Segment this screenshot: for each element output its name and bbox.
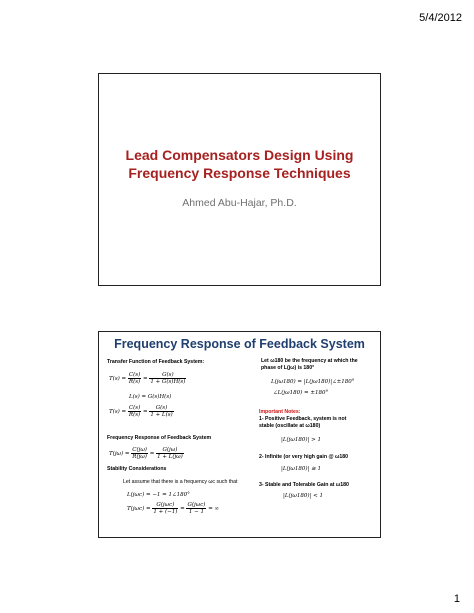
eq6-lhs: T(jωc) = <box>127 506 151 512</box>
eq3-frac1-num: C(s) <box>128 405 141 411</box>
slide2-title: Frequency Response of Feedback System <box>114 337 365 351</box>
note1-line1: 1- Positive Feedback, system is not <box>259 416 347 422</box>
eq1-equals: = <box>142 376 148 382</box>
eq6-fraction2 <box>186 502 206 515</box>
eq3-fraction2 <box>149 405 173 418</box>
eq4-fraction2 <box>156 447 184 460</box>
freq-response-heading: Frequency Response of Feedback System <box>107 435 212 441</box>
eq6-rhs: = ∞ <box>208 506 220 512</box>
eq1-fraction1 <box>128 372 141 385</box>
let-omega-line2: phase of L(jω) is 180° <box>261 365 315 371</box>
eq3-fraction1 <box>128 405 141 418</box>
equation-angle-180: ∠L(jω180) = ±180° <box>273 390 329 396</box>
eq6-frac2-num: G(jωc) <box>187 502 206 508</box>
eq3-frac2-num: G(s) <box>149 405 173 412</box>
eq6-frac1-den: 1 + (−1) <box>153 509 178 515</box>
note2: 2- Infinite (or very high gain @ ω180 <box>259 454 348 460</box>
slide1-title-line1: Lead Compensators Design Using <box>125 147 354 163</box>
eq3-lhs: T(s) = <box>109 409 127 415</box>
eq4-lhs: T(jω) = <box>109 451 130 457</box>
note1-line2: stable (oscillate at ω180) <box>259 423 321 429</box>
note3: 3- Stable and Tolerable Gain at ω180 <box>259 482 349 488</box>
equation-infinite-gain-condition: |L(jω180)| ≅ 1 <box>281 466 321 472</box>
equation-positive-feedback: |L(jω180)| > 1 <box>281 437 321 443</box>
eq3-equals: = <box>142 409 148 415</box>
page-number: 1 <box>453 593 460 605</box>
eq1-frac1-num: C(s) <box>128 372 141 378</box>
equation-transfer-function <box>109 372 186 385</box>
equation-infinite-gain <box>127 502 219 515</box>
important-notes-heading: Important Notes: <box>259 409 301 415</box>
eq6-frac2-den: 1 − 1 <box>188 509 204 515</box>
eq1-frac1-den: R(s) <box>128 379 141 385</box>
eq4-fraction1 <box>131 447 148 460</box>
eq6-frac1-num: G(jωc) <box>152 502 178 509</box>
equation-loop-gain: L(s) = G(s)H(s) <box>129 394 172 400</box>
equation-transfer-loop <box>109 405 174 418</box>
eq4-equals: = <box>149 451 155 457</box>
eq1-lhs: T(s) = <box>109 376 127 382</box>
slide1-title-line2: Frequency Response Techniques <box>128 165 351 181</box>
stability-heading: Stability Considerations <box>107 466 167 472</box>
eq3-frac1-den: R(s) <box>128 412 141 418</box>
eq4-frac2-num: G(jω) <box>156 447 184 454</box>
equation-stable-gain: |L(jω180)| < 1 <box>283 493 323 499</box>
date-header: 5/4/2012 <box>419 12 462 24</box>
transfer-heading: Transfer Function of Feedback System: <box>107 359 205 365</box>
let-omega-line1: Let ω180 be the frequency at which the <box>261 358 358 364</box>
eq4-frac1-den: R(jω) <box>132 454 147 460</box>
equation-frequency-response <box>109 447 184 460</box>
assume-text: Let assume that there is a frequency ωc such that <box>123 479 238 485</box>
equation-critical-frequency: L(jωc) = −1 = 1∠180° <box>127 492 190 498</box>
slide1-title <box>99 146 380 182</box>
eq3-frac2-den: 1 + L(s) <box>150 412 173 418</box>
slide-title-page <box>98 73 381 286</box>
eq1-frac2-den: 1 + G(s)H(s) <box>150 379 186 385</box>
equation-loop-phase: L(jω180) = |L(jω180)|∠±180° <box>271 379 355 385</box>
eq1-frac2-num: G(s) <box>149 372 186 379</box>
eq6-fraction1 <box>152 502 178 515</box>
eq6-equals: = <box>180 506 185 512</box>
eq1-fraction2 <box>149 372 186 385</box>
slide1-author: Ahmed Abu-Hajar, Ph.D. <box>182 197 297 209</box>
eq4-frac1-num: C(jω) <box>132 447 147 453</box>
eq4-frac2-den: 1 + L(jω) <box>157 454 183 460</box>
slide-frequency-response <box>98 331 381 538</box>
